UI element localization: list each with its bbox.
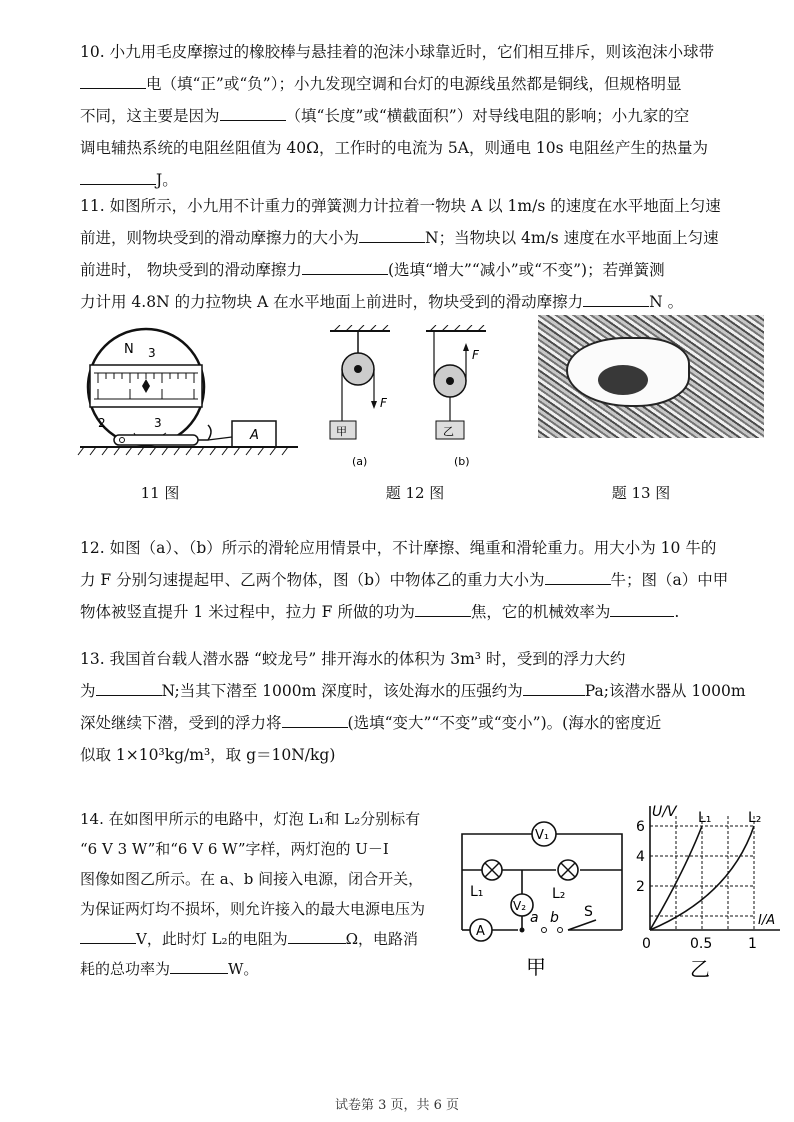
question-11 bbox=[80, 190, 760, 318]
figure-11-spring-scale bbox=[74, 325, 304, 460]
q11-line4a: 力计用 4.8N 的力拉物块 A 在水平地面上前进时，物块受到的滑动摩擦力 bbox=[80, 293, 584, 311]
dial-mark: 3 bbox=[148, 346, 156, 360]
q10-line1: 10. 小九用毛皮摩擦过的橡胶棒与悬挂着的泡沫小球靠近时，它们相互排斥，则该泡沫小球带 bbox=[80, 43, 715, 61]
answer-blank[interactable] bbox=[545, 566, 611, 585]
answer-blank[interactable] bbox=[80, 925, 136, 944]
lamp-l1-label: L₁ bbox=[470, 884, 484, 900]
answer-blank[interactable] bbox=[282, 709, 348, 728]
q12-line3b: 焦，它的机械效率为 bbox=[470, 603, 611, 621]
ammeter-a: A bbox=[476, 924, 485, 939]
answer-blank[interactable] bbox=[96, 677, 162, 696]
answer-blank[interactable] bbox=[359, 224, 425, 243]
y-tick: 6 bbox=[636, 819, 645, 835]
q12-period: . bbox=[674, 603, 680, 621]
q14-line6b: W。 bbox=[228, 960, 259, 978]
q13-line2b: N;当其下潜至 1000m 深度时，该处海水的压强约为 bbox=[161, 682, 523, 700]
ui-graph bbox=[634, 800, 784, 984]
caption-yi: 乙 bbox=[690, 957, 710, 981]
question-12 bbox=[80, 532, 760, 628]
q12-line2a: 力 F 分别匀速提起甲、乙两个物体，图（b）中物体乙的重力大小为 bbox=[80, 571, 545, 589]
q13-line3b: (选填“变大”“不变”或“变小”)。(海水的密度近 bbox=[347, 714, 662, 732]
caption-fig12: 题 12 图 bbox=[385, 484, 445, 502]
block-label: A bbox=[250, 428, 259, 443]
caption-fig13: 题 13 图 bbox=[611, 484, 671, 502]
y-tick: 4 bbox=[636, 849, 645, 865]
q10-line3b: （填“长度”或“横截面积”）对导线电阻的影响；小九家的空 bbox=[285, 107, 690, 125]
answer-blank[interactable] bbox=[523, 677, 585, 696]
q11-line2b: N；当物块以 4m/s 速度在水平地面上匀速 bbox=[425, 229, 719, 247]
answer-blank[interactable] bbox=[170, 955, 228, 974]
answer-blank[interactable] bbox=[80, 166, 156, 185]
label-a: (a) bbox=[352, 455, 368, 468]
q13-line3a: 深处继续下潜，受到的浮力将 bbox=[80, 714, 282, 732]
q11-line1: 11. 如图所示，小九用不计重力的弹簧测力计拉着一物块 A 以 1m/s 的速度在水平地面上匀速 bbox=[80, 197, 721, 215]
question-10 bbox=[80, 36, 760, 196]
x-tick: 1 bbox=[748, 936, 757, 952]
q13-line2a: 为 bbox=[80, 682, 96, 700]
figure-12-pulleys bbox=[318, 325, 518, 475]
q11-line4b: N 。 bbox=[649, 293, 684, 311]
curve-l1-label: L₁ bbox=[698, 810, 712, 826]
terminal-a: a bbox=[530, 910, 539, 926]
object-yi: 乙 bbox=[443, 425, 454, 438]
q11-line2a: 前进，则物块受到的滑动摩擦力的大小为 bbox=[80, 229, 360, 247]
caption-fig11: 11 图 bbox=[140, 484, 180, 502]
terminal-b: b bbox=[550, 910, 559, 926]
voltmeter-v1: V₁ bbox=[535, 828, 550, 843]
q12-line2b: 牛；图（a）中甲 bbox=[610, 571, 729, 589]
y-tick: 2 bbox=[636, 879, 645, 895]
q11-line3b: (选填“增大”“减小”或“不变”)；若弹簧测 bbox=[387, 261, 665, 279]
circuit-diagram bbox=[456, 812, 634, 984]
dial-mark: 2 bbox=[98, 416, 106, 430]
y-axis-label: U/V bbox=[652, 804, 677, 820]
answer-blank[interactable] bbox=[288, 925, 346, 944]
dial-mark: 3 bbox=[154, 416, 162, 430]
object-jia: 甲 bbox=[336, 425, 347, 438]
switch-s: S bbox=[584, 904, 593, 920]
q14-line5a: V，此时灯 L₂的电阻为 bbox=[136, 930, 288, 948]
q11-line3a: 前进时， 物块受到的滑动摩擦力 bbox=[80, 261, 302, 279]
curve-l2-label: L₂ bbox=[748, 810, 762, 826]
answer-blank[interactable] bbox=[415, 598, 471, 617]
answer-blank[interactable] bbox=[302, 256, 388, 275]
x-tick: 0.5 bbox=[690, 936, 713, 952]
x-axis-label: I/A bbox=[758, 913, 776, 928]
q12-line3a: 物体被竖直提升 1 米过程中，拉力 F 所做的功为 bbox=[80, 603, 415, 621]
q10-line2: 电（填“正”或“负”）；小九发现空调和台灯的电源线虽然都是铜线，但规格明显 bbox=[146, 75, 682, 93]
q13-line4: 似取 1×10³kg/m³，取 g＝10N/kg) bbox=[80, 746, 336, 764]
figure-13-submersible-photo bbox=[538, 315, 764, 438]
q13-line2c: Pa;该潜水器从 1000m bbox=[584, 682, 746, 700]
answer-blank[interactable] bbox=[610, 598, 674, 617]
q14-line3: 图像如图乙所示。在 a、b 间接入电源，闭合开关， bbox=[80, 870, 424, 888]
x-tick: 0 bbox=[642, 936, 651, 952]
q13-line1: 13. 我国首台载人潜水器 “蛟龙号” 排开海水的体积为 3m³ 时，受到的浮力大约 bbox=[80, 650, 626, 668]
q14-line6a: 耗的总功率为 bbox=[80, 960, 171, 978]
question-13 bbox=[80, 643, 760, 771]
caption-jia: 甲 bbox=[526, 955, 546, 979]
dial-letter: N bbox=[124, 342, 134, 357]
q10-line3a: 不同，这主要是因为 bbox=[80, 107, 220, 125]
voltmeter-v2: V₂ bbox=[513, 899, 527, 913]
force-label: F bbox=[380, 396, 387, 410]
q14-line1: 14. 在如图甲所示的电路中，灯泡 L₁和 L₂分别标有 bbox=[80, 810, 421, 828]
answer-blank[interactable] bbox=[583, 288, 649, 307]
q14-line5b: Ω，电路消 bbox=[345, 930, 419, 948]
answer-blank[interactable] bbox=[220, 102, 286, 121]
q14-line4: 为保证两灯均不损坏，则允许接入的最大电源电压为 bbox=[80, 900, 426, 918]
page-footer: 试卷第 3 页，共 6 页 bbox=[334, 1098, 460, 1113]
answer-blank[interactable] bbox=[80, 70, 146, 89]
q10-line5: J。 bbox=[156, 171, 178, 189]
label-b: (b) bbox=[454, 455, 470, 468]
force-label: F bbox=[472, 348, 479, 362]
q10-line4: 调电辅热系统的电阻丝阻值为 40Ω，工作时的电流为 5A，则通电 10s 电阻丝产生的热量为 bbox=[80, 139, 709, 157]
q12-line1: 12. 如图（a）、（b）所示的滑轮应用情景中，不计摩擦、绳重和滑轮重力。用大小为 10 牛的 bbox=[80, 539, 717, 557]
lamp-l2-label: L₂ bbox=[552, 886, 566, 902]
q14-line2: “6 V 3 W”和“6 V 6 W”字样，两灯泡的 U－I bbox=[80, 840, 389, 858]
question-14 bbox=[80, 804, 460, 984]
